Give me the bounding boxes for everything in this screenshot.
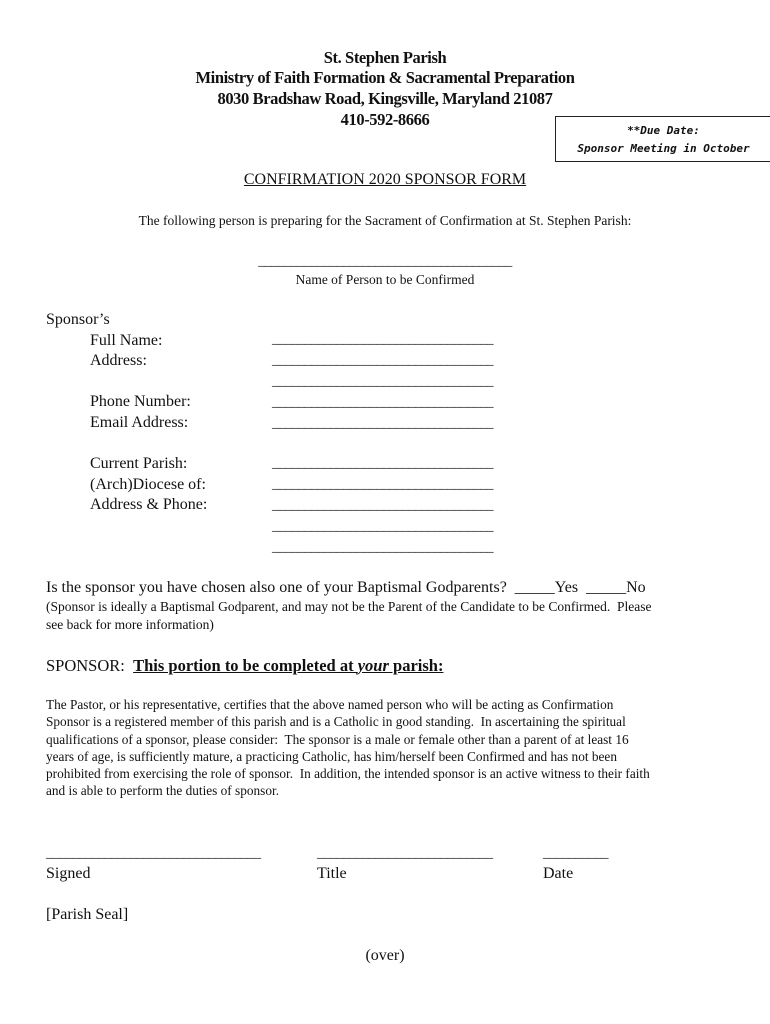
email-field[interactable]: __________________________________ [272, 416, 493, 431]
signed-label: Signed [46, 865, 91, 882]
address-field-2[interactable]: __________________________________ [272, 374, 493, 389]
ministry-name: Ministry of Faith Formation & Sacramental Preparation [195, 68, 575, 87]
parish-contact-field-1[interactable]: __________________________________ [272, 498, 493, 513]
sponsor-heading: Sponsor’s [46, 311, 110, 328]
godparent-note-2: see back for more information) [46, 617, 214, 632]
title-label: Title [317, 865, 347, 882]
intro-text: The following person is preparing for the Sacrament of Confirmation at St. Stephen Parish: [138, 213, 632, 228]
diocese-field[interactable]: __________________________________ [272, 477, 493, 492]
phone-field[interactable]: __________________________________ [272, 395, 493, 410]
signed-field[interactable]: _________________________________ [46, 846, 261, 861]
candidate-name-label: Name of Person to be Confirmed [295, 272, 475, 287]
godparent-note-1: (Sponsor is ideally a Baptismal Godparent, and may not be the Parent of the Candidate to be Confirmed. Please [46, 599, 652, 614]
parish-phone: 410-592-8666 [340, 110, 430, 129]
certification-line: The Pastor, or his representative, certifies that the above named person who will be acting as Confirmation [46, 697, 614, 712]
phone-label: Phone Number: [90, 393, 191, 410]
sponsor-prefix: SPONSOR: [46, 656, 125, 675]
parish-contact-label: Address & Phone: [90, 496, 208, 513]
parish-seal-label: [Parish Seal] [46, 906, 129, 923]
address-label: Address: [90, 352, 147, 369]
certification-line: qualifications of a sponsor, please consider: The sponsor is a male or female other than a parent of at least 16 [46, 731, 629, 747]
parish-contact-field-3[interactable]: __________________________________ [272, 540, 493, 555]
certification-line: prohibited from exercising the role of sponsor. In addition, the intended sponsor is an active witness to their faith [46, 766, 650, 782]
portion-part1: This portion to be completed at [133, 656, 358, 675]
full-name-label: Full Name: [90, 332, 163, 349]
parish-address: 8030 Bradshaw Road, Kingsville, Maryland 21087 [217, 89, 553, 108]
certification-line: and is able to perform the duties of sponsor. [46, 783, 280, 799]
due-date-label: **Due Date: [627, 124, 700, 137]
current-parish-label: Current Parish: [90, 455, 188, 472]
certification-line: Sponsor is a registered member of this parish and is a Catholic in good standing. In ascertaining the spiritual [46, 714, 626, 730]
due-date-box [555, 116, 770, 162]
portion-italic: your [357, 656, 389, 675]
certification-paragraph [46, 696, 736, 800]
candidate-name-line: _______________________________________ [258, 254, 512, 269]
portion-instruction [133, 656, 443, 675]
parish-contact-field-2[interactable]: __________________________________ [272, 519, 493, 534]
full-name-field[interactable]: __________________________________ [272, 332, 493, 347]
email-label: Email Address: [90, 414, 189, 431]
godparent-question: Is the sponsor you have chosen also one of your Baptismal Godparents? _____Yes _____No [46, 579, 646, 596]
parish-portion-heading [46, 656, 443, 676]
date-label: Date [543, 865, 574, 882]
portion-part2: parish: [388, 656, 444, 675]
date-field[interactable]: __________ [543, 846, 608, 861]
address-field-1[interactable]: __________________________________ [272, 353, 493, 368]
current-parish-field[interactable]: __________________________________ [272, 456, 493, 471]
due-date-value: Sponsor Meeting in October [577, 142, 750, 155]
diocese-label: (Arch)Diocese of: [90, 476, 206, 493]
form-title: CONFIRMATION 2020 SPONSOR FORM [243, 171, 527, 188]
parish-name: St. Stephen Parish [323, 48, 447, 67]
certification-line: years of age, is sufficiently mature, a practicing Catholic, has him/herself been Confirmed and has not been [46, 748, 617, 764]
over-note: (over) [365, 947, 405, 964]
title-field[interactable]: ___________________________ [317, 846, 493, 861]
